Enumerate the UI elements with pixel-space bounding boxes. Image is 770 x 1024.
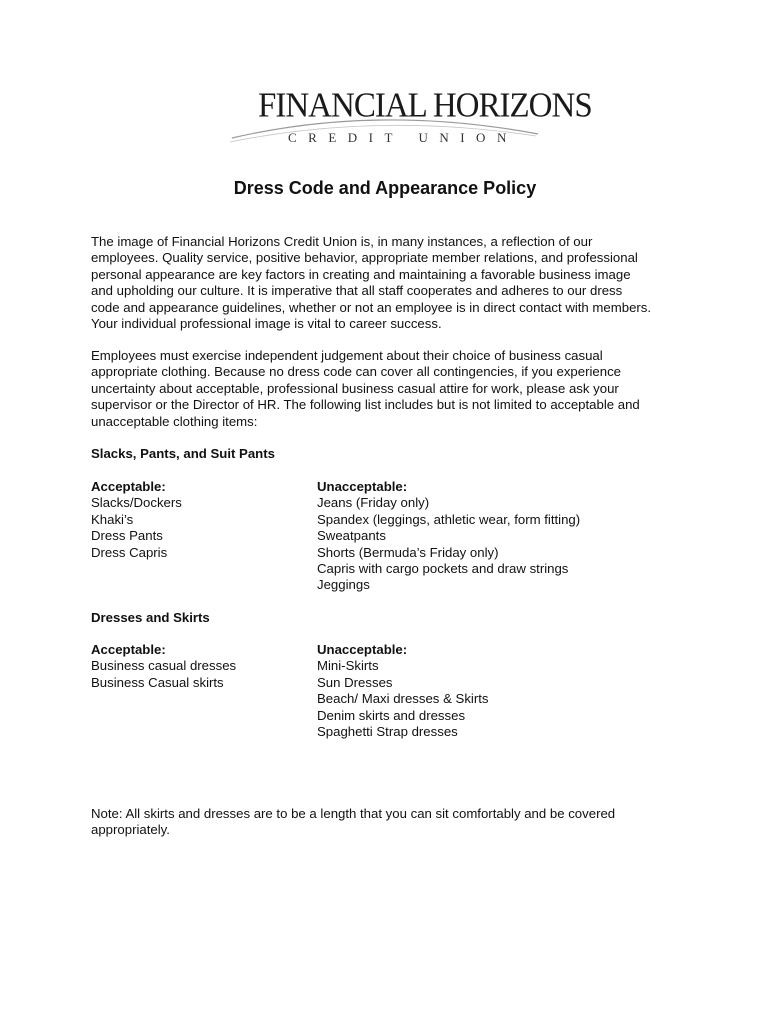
list-item: Mini-Skirts [317,658,379,674]
list-item: Business casual dresses [91,658,237,674]
acceptable-label: Acceptable: [91,479,166,494]
list-item: Dress Pants [91,528,163,544]
acceptable-label: Acceptable: [91,642,166,657]
logo-name: FINANCIAL HORIZONS [258,87,592,125]
list-item: Capris with cargo pockets and draw strings [317,561,569,577]
list-item: Beach/ Maxi dresses & Skirts [317,691,489,707]
list-item: Spandex (leggings, athletic wear, form fitting) [317,511,581,527]
section-heading-dresses: Dresses and Skirts [91,610,210,625]
list-item: Slacks/Dockers [91,495,182,511]
list-item: Shorts (Bermuda’s Friday only) [317,544,499,560]
guidance-line: unacceptable clothing items: [91,413,258,429]
list-item: Spaghetti Strap dresses [317,724,458,740]
guidance-line: supervisor or the Director of HR. The following list includes but is not limited to acceptable and [91,397,640,413]
intro-line: and upholding our culture. It is imperative that all staff cooperates and adheres to our dress [91,283,623,299]
intro-paragraph [91,234,691,332]
logo-subtitle: CREDIT UNION [288,130,518,145]
list-item: Jeggings [317,577,370,593]
guidance-line: appropriate clothing. Because no dress code can cover all contingencies, if you experience [91,364,622,380]
guidance-paragraph [91,348,691,430]
note-line: Note: All skirts and dresses are to be a length that you can sit comfortably and be covered [91,806,616,821]
intro-line: employees. Quality service, positive behavior, appropriate member relations, and professional [91,250,638,266]
list-item: Denim skirts and dresses [317,707,466,723]
note-paragraph [91,806,691,839]
intro-line: code and appearance guidelines, whether or not an employee is in direct contact with members. [91,299,652,315]
unacceptable-label: Unacceptable: [317,642,408,657]
unacceptable-list-pants [317,479,580,594]
company-logo [228,86,592,156]
acceptable-list-pants [91,479,182,561]
note-line: appropriately. [91,822,170,838]
intro-line: Your individual professional image is vital to career success. [91,316,442,332]
list-item: Khaki’s [91,511,134,527]
intro-line: personal appearance are key factors in creating and maintaining a favorable business image [91,266,631,282]
document-title: Dress Code and Appearance Policy [233,178,537,198]
unacceptable-list-dresses [317,642,489,740]
guidance-line: uncertainty about acceptable, professional business casual attire for work, please ask your [91,380,619,396]
list-item: Dress Capris [91,544,168,560]
unacceptable-label: Unacceptable: [317,479,408,494]
guidance-line: Employees must exercise independent judgement about their choice of business casual [91,348,603,363]
intro-line: The image of Financial Horizons Credit Union is, in many instances, a reflection of our [91,234,593,249]
list-item: Sun Dresses [317,674,393,690]
list-item: Business Casual skirts [91,674,224,690]
section-heading-pants: Slacks, Pants, and Suit Pants [91,446,275,461]
list-item: Sweatpants [317,528,386,544]
acceptable-list-dresses [91,642,236,691]
list-item: Jeans (Friday only) [317,495,430,511]
